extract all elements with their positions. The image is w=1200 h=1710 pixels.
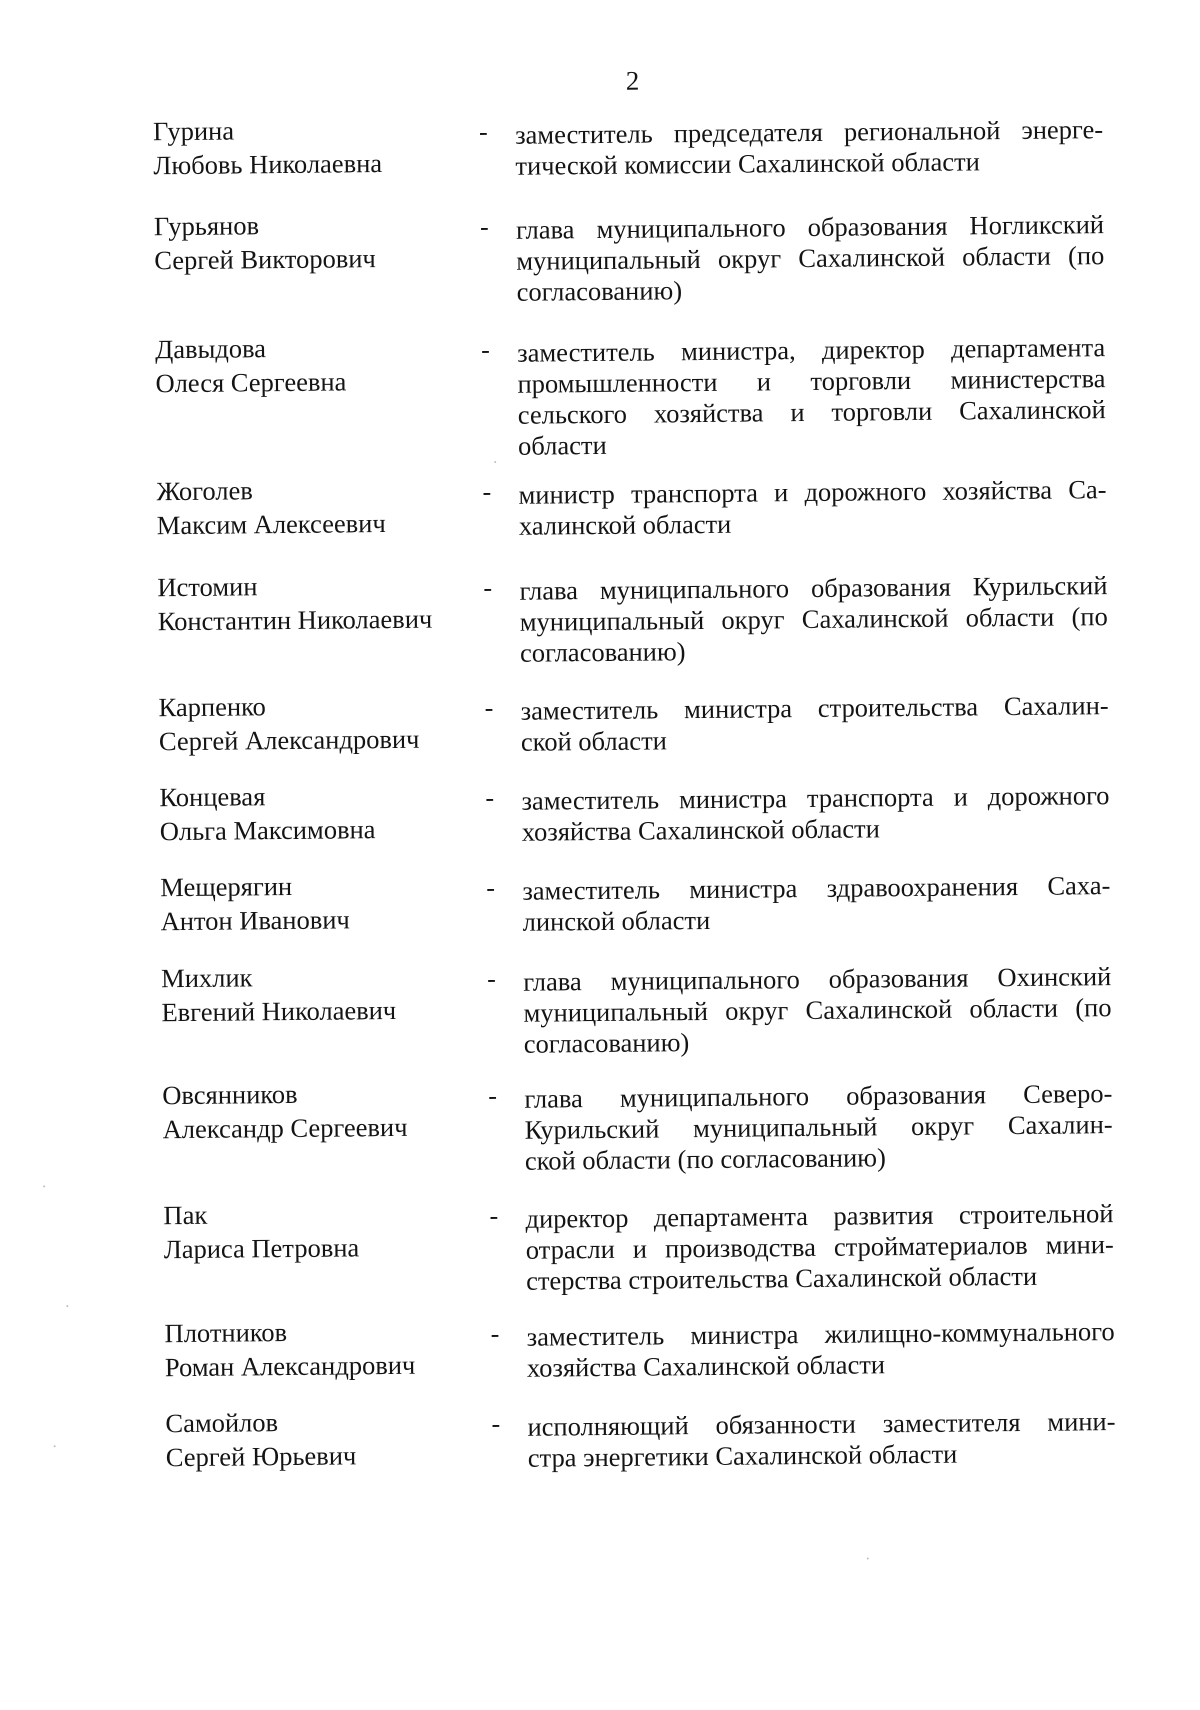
- member-position: [522, 870, 1111, 938]
- position-line: заместитель министра строительства Сахалин-: [520, 690, 1109, 726]
- member-surname: Гурина: [152, 115, 235, 147]
- position-line: промышленности и торговли министерства: [517, 363, 1106, 399]
- member-surname: Истомин: [157, 571, 258, 603]
- member-given-names: Сергей Александрович: [158, 723, 420, 757]
- member-name: [156, 471, 457, 542]
- member-position: [518, 474, 1107, 542]
- dash-separator: -: [489, 1200, 499, 1231]
- position-line: глава муниципального образования Ногликский: [515, 209, 1105, 245]
- dash-separator: -: [491, 1408, 501, 1439]
- member-given-names: Евгений Николаевич: [161, 994, 397, 1028]
- position-line: министр транспорта и дорожного хозяйства Са-: [518, 474, 1107, 510]
- member-entry: [4, 1306, 1200, 1383]
- member-position: [527, 1316, 1116, 1384]
- position-line: заместитель министра транспорта и дорожного: [521, 780, 1110, 816]
- position-line: муниципальный округ Сахалинской области (по: [516, 240, 1105, 276]
- member-surname: Мещерягин: [160, 870, 293, 903]
- member-entry: [0, 104, 1193, 181]
- dash-separator: -: [478, 117, 488, 147]
- member-position: [520, 690, 1109, 758]
- position-line: тической комиссии Сахалинской области: [515, 146, 980, 181]
- member-entry: [1, 951, 1200, 1059]
- dash-separator: -: [481, 335, 490, 365]
- scan-speck: [66, 1305, 68, 1307]
- member-given-names: Роман Александрович: [164, 1349, 416, 1383]
- member-given-names: Максим Алексеевич: [156, 508, 386, 541]
- position-line: стра энергетики Сахалинской области: [527, 1438, 958, 1473]
- position-line: линской области: [522, 904, 711, 937]
- member-given-names: Константин Николаевич: [157, 603, 433, 637]
- member-entry: [0, 560, 1197, 668]
- position-line: глава муниципального образования Северо-: [524, 1078, 1113, 1114]
- position-line: Курильский муниципальный округ Сахалин-: [524, 1109, 1113, 1145]
- member-position: [516, 209, 1105, 308]
- position-line: сельского хозяйства и торговли Сахалинской: [517, 394, 1106, 430]
- scan-speck: [494, 461, 496, 463]
- member-entry: [0, 770, 1199, 847]
- page-number: 2: [625, 65, 640, 96]
- member-entry: [5, 1396, 1200, 1473]
- member-position: [517, 332, 1106, 462]
- scan-speck: [54, 1445, 56, 1447]
- member-entry: [0, 322, 1195, 461]
- dash-separator: -: [483, 573, 493, 603]
- scan-speck: [43, 1185, 45, 1187]
- dash-separator: -: [490, 1318, 500, 1349]
- position-line: муниципальный округ Сахалинской области (по: [519, 601, 1108, 637]
- member-given-names: Олеся Сергеевна: [155, 366, 347, 399]
- member-given-names: Сергей Юрьевич: [165, 1440, 357, 1473]
- position-line: заместитель министра жилищно-коммунального: [526, 1316, 1115, 1352]
- member-name: [164, 1313, 465, 1384]
- member-given-names: Александр Сергеевич: [162, 1111, 408, 1145]
- member-given-names: Ольга Максимовна: [159, 814, 376, 847]
- position-line: стерства строительства Сахалинской области: [525, 1260, 1038, 1296]
- member-surname: Самойлов: [165, 1407, 279, 1439]
- scan-speck: [867, 1557, 869, 1559]
- position-line: ской области: [520, 725, 668, 757]
- member-name: [158, 687, 459, 758]
- member-name: [163, 1195, 464, 1266]
- dash-separator: -: [482, 477, 492, 507]
- member-given-names: Любовь Николаевна: [153, 148, 383, 181]
- member-surname: Концевая: [159, 781, 266, 813]
- dash-separator: -: [485, 783, 495, 813]
- member-position: [519, 570, 1108, 669]
- member-surname: Карпенко: [158, 691, 266, 723]
- member-position: [515, 114, 1104, 182]
- position-line: хозяйства Сахалинской области: [521, 813, 881, 847]
- member-position: [523, 961, 1112, 1060]
- member-surname: Гурьянов: [153, 210, 260, 242]
- member-surname: Михлик: [161, 962, 253, 994]
- position-line: согласованию): [516, 275, 683, 307]
- member-surname: Плотников: [164, 1317, 288, 1349]
- member-given-names: Лариса Петровна: [163, 1232, 360, 1265]
- member-name: [161, 958, 462, 1029]
- position-line: глава муниципального образования Курильский: [519, 570, 1108, 606]
- dash-separator: -: [486, 873, 496, 903]
- position-line: директор департамента развития строительной: [525, 1198, 1114, 1234]
- member-name: [153, 111, 454, 182]
- position-line: согласованию): [519, 636, 686, 668]
- member-name: [155, 329, 456, 400]
- member-given-names: Антон Иванович: [160, 904, 350, 937]
- member-surname: Давыдова: [155, 333, 267, 365]
- member-position: [521, 780, 1110, 848]
- member-name: [159, 777, 460, 848]
- member-surname: Жоголев: [156, 475, 253, 507]
- position-line: отрасли и производства стройматериалов мини-: [525, 1229, 1114, 1265]
- member-surname: Пак: [163, 1199, 208, 1231]
- member-entry: [0, 464, 1196, 541]
- position-line: глава муниципального образования Охинский: [523, 961, 1112, 997]
- member-entry: [0, 680, 1198, 757]
- position-line: хозяйства Сахалинской области: [526, 1349, 886, 1383]
- dash-separator: -: [488, 1081, 498, 1111]
- member-position: [524, 1078, 1113, 1177]
- position-line: муниципальный округ Сахалинской области (по: [523, 992, 1112, 1028]
- position-line: исполняющий обязанности заместителя мини-: [527, 1406, 1116, 1442]
- member-name: [165, 1403, 466, 1474]
- member-entry: [0, 199, 1194, 307]
- member-entry: [3, 1188, 1200, 1296]
- member-surname: Овсянников: [162, 1078, 298, 1111]
- member-name: [157, 567, 458, 638]
- member-position: [525, 1198, 1114, 1297]
- member-name: [162, 1075, 463, 1146]
- position-line: заместитель председателя региональной энерге-: [514, 114, 1104, 150]
- member-name: [160, 867, 461, 938]
- dash-separator: -: [484, 693, 494, 723]
- position-line: заместитель министра здравоохранения Саха-: [522, 870, 1111, 906]
- member-position: [527, 1406, 1116, 1474]
- member-entry: [2, 1068, 1200, 1176]
- position-line: халинской области: [518, 508, 732, 541]
- member-name: [154, 206, 455, 277]
- position-line: области: [517, 429, 607, 461]
- member-entry: [0, 860, 1200, 937]
- position-line: ской области (по согласованию): [524, 1142, 886, 1176]
- member-given-names: Сергей Викторович: [154, 243, 376, 276]
- dash-separator: -: [487, 964, 497, 994]
- dash-separator: -: [479, 212, 489, 242]
- position-line: заместитель министра, директор департамента: [517, 332, 1106, 368]
- position-line: согласованию): [523, 1027, 690, 1059]
